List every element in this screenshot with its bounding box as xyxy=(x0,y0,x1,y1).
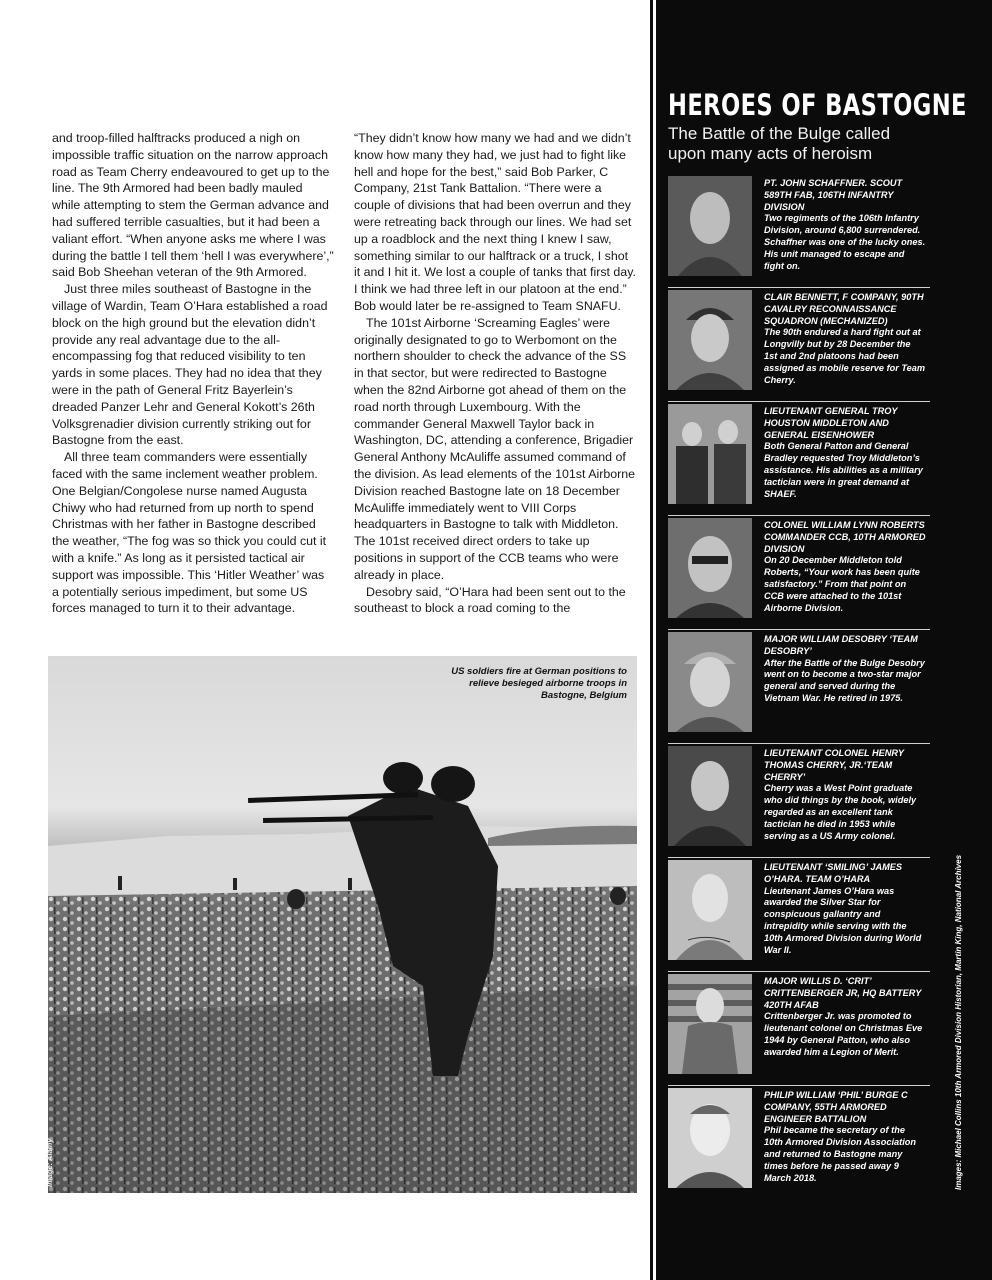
paragraph: The 101st Airborne ‘Screaming Eagles’ were originally designated to go to Werbomont on the northern shoulder to check the advance of the SS in that sector, but were redirected to Bastogne when the 82nd Airborne got ahead of them on the road north through Luxembourg. With the commander General Maxwell Taylor back in Washington, DC, attending a conference, Brigadier General Anthony McAuliffe assumed command of the division. As lead elements of the 101st Airborne Division reached Bastogne late on 18 December McAuliffe immediately went to VIII Corps headquarters in Bastogne to talk with Middleton. The 101st received direct orders to take up positions in support of the CCB teams who were already in place. xyxy=(354,315,636,582)
hero-name: PT. JOHN SCHAFFNER. SCOUT 589TH FAB, 106TH INFANTRY DIVISION xyxy=(764,178,903,212)
hero-entry xyxy=(668,288,930,402)
paragraph: and troop-filled halftracks produced a nigh on impossible traffic situation on the narrow approach road as Team Cherry endeavoured to get up to the line. The 9th Armored had been badly mauled while attempting to stem the German advance and had suffered terrible casualties, but it had been a valiant effort. “When anyone asks me where I was during the battle I tell them ‘hell I was everywhere’,” said Bob Sheehan veteran of the 9th Armored. xyxy=(52,131,334,280)
sidebar-image-credit: Images: Michael Collins 10th Armored Division Historian, Martin King, National Archives xyxy=(954,854,963,1190)
photo-caption: US soldiers fire at German positions to relieve besieged airborne troops in Bastogne, Belgium xyxy=(451,666,627,701)
hero-name: LIEUTENANT GENERAL TROY HOUSTON MIDDLETON AND GENERAL EISENHOWER xyxy=(764,406,898,440)
portrait-photo xyxy=(668,404,752,504)
sidebar-title: HEROES OF BASTOGNE xyxy=(668,88,967,122)
hero-description: The 90th endured a hard fight out at Longvilly but by 28 December the 1st and 2nd platoons had been assigned as mobile reserve for Team Cherry. xyxy=(764,327,926,385)
hero-name: LIEUTENANT ‘SMILING’ JAMES O’HARA. TEAM O’HARA xyxy=(764,862,902,884)
hero-description: On 20 December Middleton told Roberts, “Your work has been quite satisfactory.” From that point on CCB were attached to the 101st Airborne Division. xyxy=(764,555,920,613)
hero-description: Cherry was a West Point graduate who did things by the book, widely regarded as an excellent tank tactician he died in 1953 while serving as a US Army colonel. xyxy=(764,783,917,841)
portrait-photo xyxy=(668,860,752,960)
hero-entry xyxy=(668,972,930,1086)
soldiers-photo xyxy=(45,656,637,1193)
article-column-2 xyxy=(354,130,636,617)
heroes-list xyxy=(668,174,930,1200)
soldiers-photo-illustration xyxy=(48,656,637,1193)
hero-description: Phil became the secretary of the 10th Armored Division Association and returned to Bastogne many times before he passed away 9 March 2018. xyxy=(764,1125,916,1183)
hero-description: Both General Patton and General Bradley requested Troy Middleton’s assistance. His abilities as a military tactician were in great demand at SHAEF. xyxy=(764,441,923,499)
hero-entry xyxy=(668,516,930,630)
hero-entry xyxy=(668,402,930,516)
portrait-photo xyxy=(668,518,752,618)
paragraph: “They didn’t know how many we had and we didn’t know how many they had, we just had to fight like hell and hope for the best,” said Bob Parker, C Company, 21st Tank Battalion. “There were a couple of divisions that had been overrun and they were retreating back through our lines. We had set up a roadblock and the next thing I knew I saw, something similar to our halftrack or a truck, I shot it and I hit it. We lost a couple of tanks that first day. I think we had three left in our platoon at the end.” Bob would later be re-assigned to Team SNAFU. xyxy=(354,131,636,313)
hero-name: LIEUTENANT COLONEL HENRY THOMAS CHERRY, JR.‘TEAM CHERRY’ xyxy=(764,748,904,782)
hero-entry xyxy=(668,744,930,858)
hero-name: COLONEL WILLIAM LYNN ROBERTS COMMANDER CCB, 10TH ARMORED DIVISION xyxy=(764,520,926,554)
portrait-photo xyxy=(668,176,752,276)
paragraph: Just three miles southeast of Bastogne in the village of Wardin, Team O’Hara established a road block on the high ground but the elevation didn’t provide any real advantage due to the all-encompassing fog that reduced visibility to ten yards in some places. They had no idea that they were in the path of General Fritz Bayerlein’s dreaded Panzer Lehr and General Kokott’s 26th Volksgrenadier division currently striking out for Bastogne from the east. xyxy=(52,282,328,448)
photo-credit: Image: Alamy xyxy=(45,1138,54,1187)
hero-entry xyxy=(668,630,930,744)
sidebar-rule xyxy=(650,0,653,1280)
hero-name: CLAIR BENNETT, F COMPANY, 90TH CAVALRY RECONNAISSANCE SQUADRON (MECHANIZED) xyxy=(764,292,924,326)
portrait-photo xyxy=(668,290,752,390)
hero-description: Two regiments of the 106th Infantry Division, around 6,800 surrendered. Schaffner was one of the lucky ones. His unit managed to escape and fight on. xyxy=(764,213,926,271)
article-column-1 xyxy=(52,130,334,617)
portrait-photo xyxy=(668,974,752,1074)
hero-entry xyxy=(668,858,930,972)
paragraph: All three team commanders were essentially faced with the same inclement weather problem. One Belgian/Congolese nurse named Augusta Chiwy who had returned from up north to spend Christmas with her father in Bastogne described the weather, “The fog was so thick you could cut it with a knife.” As long as it persisted tactical air support was impossible. This ‘Hitler Weather’ was a potentially serious impediment, but some US forces managed to turn it to their advantage. xyxy=(52,450,327,616)
hero-description: After the Battle of the Bulge Desobry went on to become a two-star major general and served during the Vietnam War. He retired in 1975. xyxy=(764,657,925,703)
hero-name: MAJOR WILLIAM DESOBRY ‘TEAM DESOBRY’ xyxy=(764,634,918,656)
hero-description: Crittenberger Jr. was promoted to lieutenant colonel on Christmas Eve 1944 by General Patton, who also awarded him a Legion of Merit. xyxy=(764,1011,923,1057)
hero-description: Lieutenant James O’Hara was awarded the Silver Star for conspicuous gallantry and intrepidity while serving with the 10th Armored Division during World War II. xyxy=(764,885,922,955)
heroes-sidebar xyxy=(656,0,992,1280)
hero-entry xyxy=(668,1086,930,1200)
hero-name: MAJOR WILLIS D. ‘CRIT’ CRITTENBERGER JR, HQ BATTERY 420TH AFAB xyxy=(764,976,922,1010)
sidebar-subtitle: The Battle of the Bulge called upon many acts of heroism xyxy=(668,124,891,163)
hero-entry xyxy=(668,174,930,288)
portrait-photo xyxy=(668,1088,752,1188)
hero-name: PHILIP WILLIAM ‘PHIL’ BURGE C COMPANY, 55TH ARMORED ENGINEER BATTALION xyxy=(764,1090,908,1124)
paragraph: Desobry said, “O’Hara had been sent out to the southeast to block a road coming to the xyxy=(354,584,626,616)
portrait-photo xyxy=(668,746,752,846)
portrait-photo xyxy=(668,632,752,732)
